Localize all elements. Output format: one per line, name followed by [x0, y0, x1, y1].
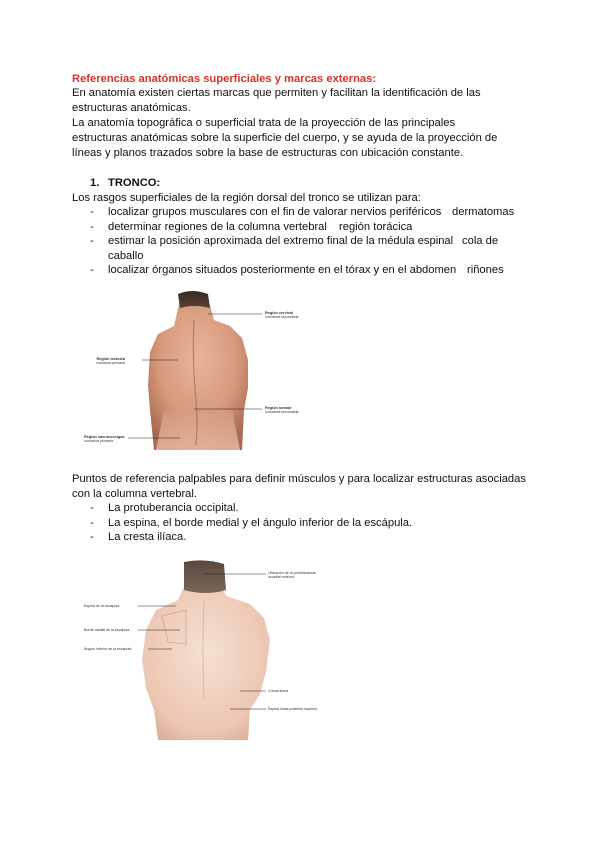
- head-shape: [184, 560, 226, 593]
- puntos-intro-line: Puntos de referencia palpables para definir músculos y para localizar estructuras asociadas: [72, 473, 526, 485]
- list-bullet: -: [90, 264, 94, 276]
- label-cresta-iliaca: Cresta ilíaca: [268, 689, 288, 693]
- list-item-extra: riñones: [467, 264, 504, 276]
- lower-back-shape: [156, 410, 240, 450]
- list-item: localizar órganos situados posteriormente en el tórax y en el abdomen: [108, 264, 457, 276]
- intro-line: estructuras anatómicas sobre la superficie del cuerpo, y se ayuda de la proyección de: [72, 132, 498, 144]
- list-bullet: -: [90, 502, 94, 514]
- intro-line: La anatomía topográfica o superficial trata de la proyección de las principales: [72, 117, 456, 129]
- label-lumbar: Región lumbar curvatura secundaria: [265, 406, 299, 414]
- list-bullet: -: [90, 206, 94, 218]
- section-heading: Referencias anatómicas superficiales y marcas externas:: [72, 73, 377, 85]
- list-item: estimar la posición aproximada del extremo final de la médula espinal: [108, 235, 454, 247]
- list-bullet: -: [90, 235, 94, 247]
- list-bullet: -: [90, 531, 94, 543]
- label-angulo-inferior: Ángulo inferior de la escápula: [84, 647, 132, 651]
- list-item: La cresta ilíaca.: [108, 531, 187, 543]
- list-item-extra: cola de: [462, 235, 499, 247]
- label-cervical: Región cervical curvatura secundaria: [265, 311, 299, 319]
- puntos-intro-line: con la columna vertebral.: [72, 488, 197, 500]
- list-item: localizar grupos musculares con el fin de valorar nervios periféricos: [108, 206, 442, 218]
- list-item: La espina, el borde medial y el ángulo inferior de la escápula.: [108, 517, 413, 529]
- back-shape: [142, 582, 270, 740]
- label-occipital: Ubicación de la protuberancia occipital externa: [268, 571, 316, 579]
- label-toracica: Región torácica curvatura primaria: [96, 357, 125, 365]
- list-bullet: -: [90, 517, 94, 529]
- list-item-continuation: caballo: [108, 250, 144, 262]
- label-sacrococcigea: Región sacrococcígea curvatura primaria: [84, 435, 125, 443]
- intro-line: En anatomía existen ciertas marcas que permiten y facilitan la identificación de las: [72, 87, 481, 99]
- rasgos-intro: Los rasgos superficiales de la región dorsal del tronco se utilizan para:: [72, 192, 421, 204]
- label-espina-escapula: Espina de la escápula: [84, 604, 120, 608]
- intro-line: estructuras anatómicas.: [72, 102, 191, 114]
- head-shape: [178, 291, 210, 308]
- intro-line: líneas y planos trazados sobre la base de estructuras con ubicación constante.: [72, 147, 464, 159]
- list-item-extra: región torácica: [339, 221, 413, 233]
- label-borde-medial: Borde medial de la escápula: [84, 628, 130, 632]
- section-title: TRONCO:: [108, 177, 161, 189]
- list-bullet: -: [90, 221, 94, 233]
- section-number: 1.: [90, 177, 100, 189]
- list-item: determinar regiones de la columna vertebral: [108, 221, 327, 233]
- list-item: La protuberancia occipital.: [108, 502, 239, 514]
- label-espina-iliaca: Espina ilíaca posterior superior: [268, 707, 318, 711]
- list-item-extra: dermatomas: [452, 206, 515, 218]
- figure-palpable-landmarks: [80, 560, 360, 744]
